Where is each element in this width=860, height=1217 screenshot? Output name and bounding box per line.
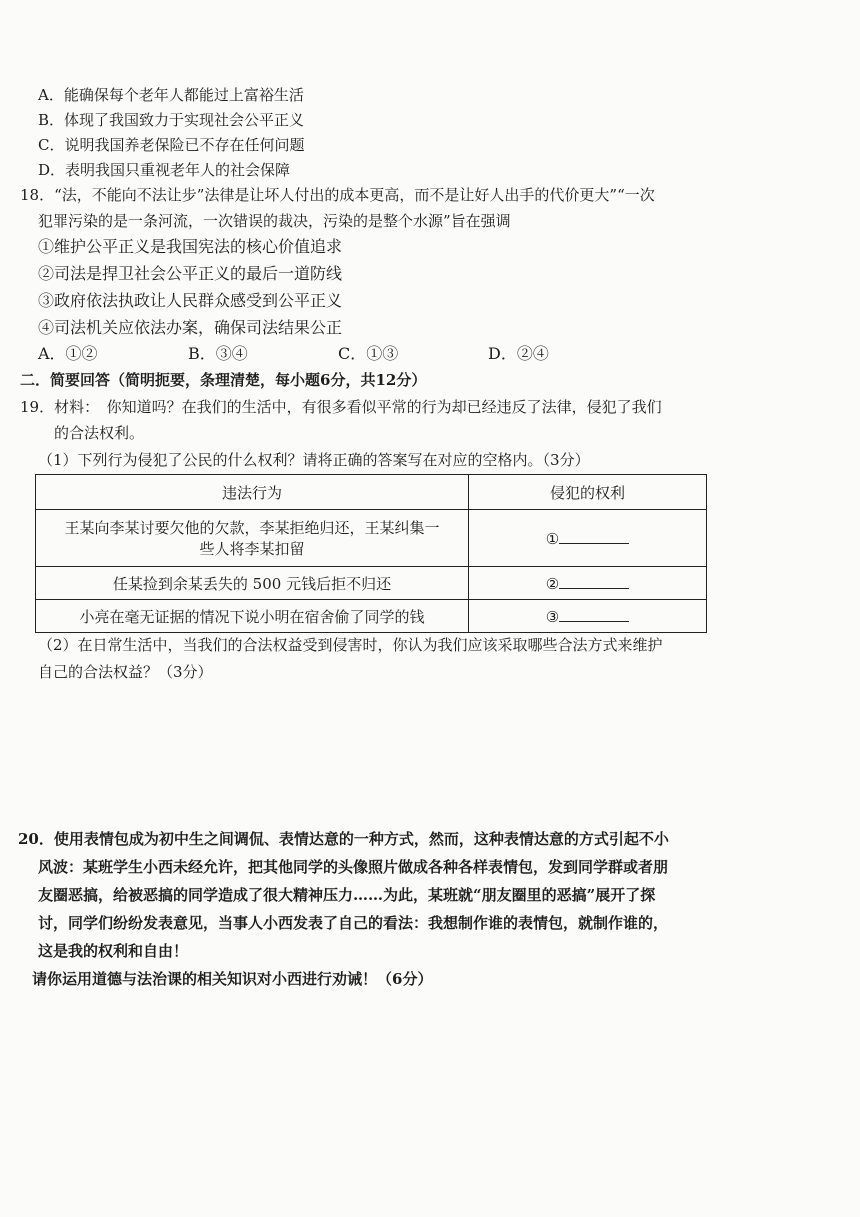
answer-cell	[469, 510, 707, 567]
q19-sub1: （1）下列行为侵犯了公民的什么权利？请将正确的答案写在对应的空格内。（3分）	[38, 451, 590, 469]
answer-cell	[469, 600, 707, 633]
q18-choice-d: D．②④	[488, 344, 549, 363]
violation-cell: 任某捡到余某丢失的 500 元钱后拒不归还	[36, 567, 469, 600]
answer-mark: ②	[545, 574, 560, 593]
rights-table	[35, 474, 707, 633]
table-row	[36, 567, 707, 600]
q18-statement-4: ④司法机关应依法办案，确保司法结果公正	[38, 318, 343, 337]
q18-statement-2: ②司法是捍卫社会公平正义的最后一道防线	[38, 264, 343, 283]
answer-mark: ③	[545, 607, 560, 626]
q20-line2: 风波：某班学生小西未经允许，把其他同学的头像照片做成各种各样表情包，发到同学群或者朋	[38, 858, 669, 876]
q17-option-b: B．体现了我国致力于实现社会公平正义	[38, 111, 305, 129]
answer-blank-2[interactable]	[559, 574, 629, 589]
q19-sub2-line1: （2）在日常生活中，当我们的合法权益受到侵害时，你认为我们应该采取哪些合法方式来维护	[38, 636, 663, 654]
violation-cell	[36, 510, 469, 567]
q20-line3: 友圈恶搞，给被恶搞的同学造成了很大精神压力……为此，某班就“朋友圈里的恶搞”展开了探	[38, 886, 656, 904]
table-header-row	[36, 475, 707, 510]
q17-option-d: D．表明我国只重视老年人的社会保障	[38, 161, 291, 179]
q18-stem-line2: 犯罪污染的是一条河流，一次错误的裁决，污染的是整个水源”旨在强调	[38, 212, 511, 230]
q19-answer-area[interactable]	[30, 690, 830, 810]
table-row	[36, 600, 707, 633]
violation-line: 王某向李某讨要欠他的欠款，李某拒绝归还，王某纠集一	[64, 519, 440, 537]
q18-statement-1: ①维护公平正义是我国宪法的核心价值追求	[38, 237, 343, 256]
q17-option-a: A．能确保每个老年人都能过上富裕生活	[38, 86, 304, 104]
q18-choice-a: A．①②	[38, 344, 98, 363]
q19-sub2-line2: 自己的合法权益？（3分）	[38, 663, 213, 681]
violation-cell: 小亮在毫无证据的情况下说小明在宿舍偷了同学的钱	[36, 600, 469, 633]
q20-line5: 这是我的权利和自由！	[38, 942, 189, 960]
section2-title: 二．简要回答（简明扼要，条理清楚，每小题6分，共12分）	[20, 371, 427, 389]
header-violation: 违法行为	[36, 475, 469, 510]
header-right: 侵犯的权利	[469, 475, 707, 510]
q20-line4: 讨，同学们纷纷发表意见，当事人小西发表了自己的看法：我想制作谁的表情包，就制作谁的，	[38, 914, 669, 932]
q19-stem-line1: 19．材料： 你知道吗？在我们的生活中，有很多看似平常的行为却已经违反了法律，侵犯了我们	[20, 398, 662, 416]
table-row	[36, 510, 707, 567]
q18-statement-3: ③政府依法执政让人民群众感受到公平正义	[38, 291, 343, 310]
q20-prompt: 请你运用道德与法治课的相关知识对小西进行劝诫！（6分）	[32, 970, 433, 988]
q20-line1: 20．使用表情包成为初中生之间调侃、表情达意的一种方式，然而，这种表情达意的方式引起不小	[18, 830, 669, 848]
answer-cell	[469, 567, 707, 600]
q18-choices	[38, 343, 638, 365]
answer-blank-1[interactable]	[559, 529, 629, 544]
violation-line: 些人将李某扣留	[199, 540, 305, 558]
answer-blank-3[interactable]	[559, 607, 629, 622]
q18-choice-b: B．③④	[188, 344, 248, 363]
answer-mark: ①	[545, 529, 560, 548]
q20-answer-area[interactable]	[30, 1000, 830, 1200]
q17-option-c: C．说明我国养老保险已不存在任何问题	[38, 136, 305, 154]
q19-stem-line2: 的合法权利。	[54, 424, 145, 442]
q18-stem-line1: 18．“法，不能向不法让步”法律是让坏人付出的成本更高，而不是让好人出手的代价更大”“一次	[20, 186, 655, 204]
q18-choice-c: C．①③	[338, 344, 399, 363]
